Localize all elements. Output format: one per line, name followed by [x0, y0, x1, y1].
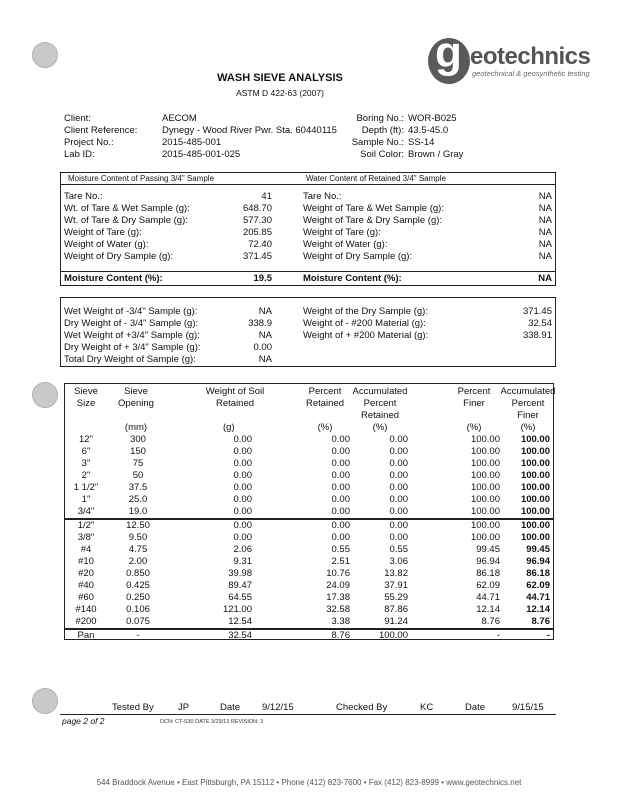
table-row — [64, 568, 554, 580]
moisture-row-label: Weight of Tare (g): — [64, 227, 142, 238]
weight-retained-cell: 0.00 — [233, 520, 252, 531]
sieve-opening-cell: 2.00 — [128, 556, 148, 567]
accumulated-retained-cell: 91.24 — [384, 616, 408, 627]
accumulated-finer-cell: 99.45 — [526, 544, 550, 555]
table-row — [64, 434, 554, 446]
sieve-opening-cell: 4.75 — [128, 544, 148, 555]
accumulated-retained-cell: 87.86 — [384, 604, 408, 615]
weight-retained-cell: 64.55 — [228, 592, 252, 603]
sieve-opening-cell: 300 — [130, 434, 146, 445]
weight-retained-cell: 2.06 — [233, 544, 252, 555]
percent-finer-cell: 100.00 — [470, 434, 500, 445]
moisture-row-value: NA — [538, 239, 552, 250]
footer-address: 544 Braddock Avenue • East Pittsburgh, PA 15112 • Phone (412) 823-7600 • Fax (412) 823-8999 • www.geotechnics.net — [96, 778, 522, 787]
moisture-row-value: NA — [538, 191, 552, 202]
sieve-size-cell: 3/4" — [77, 506, 95, 517]
sieve-size-cell: Pan — [77, 630, 95, 641]
weight-value: NA — [258, 330, 272, 341]
percent-retained-cell: 3.38 — [331, 616, 350, 627]
weight-retained-cell: 0.00 — [233, 482, 252, 493]
percent-finer-cell: 8.76 — [481, 616, 500, 627]
moisture-row-label: Weight of Tare & Dry Sample (g): — [303, 215, 443, 226]
sieve-opening-cell: 9.50 — [128, 532, 148, 543]
accumulated-finer-cell: - — [546, 630, 550, 641]
moisture-passing-header: Moisture Content of Passing 3/4" Sample — [68, 174, 215, 183]
sieve-opening-cell: 12.50 — [126, 520, 150, 531]
punch-hole — [32, 688, 58, 714]
accumulated-finer-cell: 62.09 — [526, 580, 550, 591]
sieve-size-cell: 1/2" — [77, 520, 95, 531]
weight-retained-cell: 0.00 — [233, 494, 252, 505]
weight-retained-cell: 0.00 — [233, 506, 252, 517]
sieve-size-cell: 6" — [81, 446, 91, 457]
header-retained: Weight of Soil — [205, 386, 265, 397]
depth-label: Depth (ft): — [361, 125, 404, 136]
percent-retained-cell: 0.00 — [331, 434, 350, 445]
weight-label: Weight of - #200 Material (g): — [303, 318, 426, 329]
moisture-row-label: Weight of Tare (g): — [303, 227, 381, 238]
sieve-opening-cell: 0.106 — [126, 604, 150, 615]
standard-label: ASTM D 422-63 (2007) — [236, 88, 324, 98]
table-row — [64, 520, 554, 532]
weight-retained-cell: 0.00 — [233, 446, 252, 457]
percent-retained-cell: 0.55 — [331, 544, 350, 555]
moisture-row-label: Tare No.: — [64, 191, 103, 202]
accumulated-retained-cell: 0.00 — [389, 434, 408, 445]
percent-finer-cell: 86.18 — [476, 568, 500, 579]
header-accumulated-finer: (%) — [520, 422, 536, 433]
table-row — [64, 592, 554, 604]
moisture-row-value: NA — [538, 251, 552, 262]
project-value: 2015-485-001 — [162, 137, 222, 148]
accumulated-finer-cell: 100.00 — [520, 494, 550, 505]
sieve-opening-cell: - — [136, 630, 140, 641]
weight-retained-cell: 0.00 — [233, 470, 252, 481]
accumulated-finer-cell: 100.00 — [520, 458, 550, 469]
weight-label: Weight of the Dry Sample (g): — [303, 306, 428, 317]
percent-retained-cell: 0.00 — [331, 458, 350, 469]
soil-color-value: Brown / Gray — [408, 149, 464, 160]
lab-id-value: 2015-485-001-025 — [162, 149, 241, 160]
weight-value: 338.9 — [248, 318, 272, 329]
accumulated-retained-cell: 0.00 — [389, 532, 408, 543]
moisture-row-label: Weight of Water (g): — [303, 239, 388, 250]
header-accumulated-retained: Accumulated — [352, 386, 408, 397]
weight-value: 371.45 — [522, 306, 552, 317]
weight-label: Dry Weight of - 3/4" Sample (g): — [64, 318, 199, 329]
moisture-row-value: NA — [538, 227, 552, 238]
client-reference-value: Dynegy - Wood River Pwr. Sta. 60440115 — [162, 125, 337, 136]
table-row — [64, 556, 554, 568]
weight-retained-cell: 121.00 — [222, 604, 252, 615]
weight-retained-cell: 0.00 — [233, 434, 252, 445]
sieve-size-cell: #10 — [78, 556, 94, 567]
moisture-content-label: Moisture Content (%): — [64, 273, 163, 284]
percent-finer-cell: 100.00 — [470, 532, 500, 543]
header-accumulated-retained: (%) — [372, 422, 388, 433]
page-number: page 2 of 2 — [62, 716, 105, 726]
logo-tagline: geotechnical & geosynthetic testing — [472, 69, 590, 78]
sieve-table-body — [64, 0, 554, 800]
accumulated-retained-cell: 13.82 — [384, 568, 408, 579]
percent-retained-cell: 0.00 — [331, 506, 350, 517]
moisture-row-label: Weight of Tare & Wet Sample (g): — [303, 203, 444, 214]
moisture-row-label: Wt. of Tare & Dry Sample (g): — [64, 215, 188, 226]
header-percent-retained: Retained — [305, 398, 345, 409]
percent-finer-cell: 100.00 — [470, 506, 500, 517]
accumulated-retained-cell: 100.00 — [378, 630, 408, 641]
header-size: Size — [76, 398, 96, 409]
moisture-row-label: Wt. of Tare & Wet Sample (g): — [64, 203, 190, 214]
sieve-opening-cell: 37.5 — [128, 482, 148, 493]
sieve-opening-cell: 150 — [130, 446, 146, 457]
percent-finer-cell: 100.00 — [470, 494, 500, 505]
table-row — [64, 604, 554, 616]
percent-retained-cell: 0.00 — [331, 446, 350, 457]
accumulated-retained-cell: 0.55 — [389, 544, 408, 555]
moisture-row-label: Weight of Dry Sample (g): — [64, 251, 174, 262]
moisture-row-value: 371.45 — [242, 251, 272, 262]
moisture-row-value: 577.30 — [242, 215, 272, 226]
table-row — [64, 580, 554, 592]
accumulated-finer-cell: 8.76 — [531, 616, 550, 627]
percent-retained-cell: 0.00 — [331, 482, 350, 493]
table-row — [64, 494, 554, 506]
weight-value: NA — [258, 306, 272, 317]
header-accumulated-retained: Percent — [363, 398, 397, 409]
sieve-opening-cell: 75 — [132, 458, 144, 469]
table-row — [64, 544, 554, 556]
checked-by-label: Checked By — [336, 702, 388, 713]
percent-finer-cell: - — [496, 630, 500, 641]
percent-retained-cell: 24.09 — [326, 580, 350, 591]
percent-finer-cell: 100.00 — [470, 446, 500, 457]
page-title: WASH SIEVE ANALYSIS — [217, 72, 343, 84]
weight-value: 338.91 — [522, 330, 552, 341]
sieve-size-cell: 2" — [81, 470, 91, 481]
percent-finer-cell: 100.00 — [470, 458, 500, 469]
tested-by-label: Tested By — [112, 702, 154, 713]
accumulated-finer-cell: 100.00 — [520, 434, 550, 445]
sieve-size-cell: 1" — [81, 494, 91, 505]
sieve-size-cell: 3/8" — [77, 532, 95, 543]
sample-value: SS-14 — [408, 137, 435, 148]
accumulated-finer-cell: 44.71 — [526, 592, 550, 603]
punch-hole — [32, 382, 58, 408]
punch-hole — [32, 42, 58, 68]
percent-finer-cell: 100.00 — [470, 482, 500, 493]
weight-retained-cell: 9.31 — [233, 556, 252, 567]
header-percent-finer: Percent — [457, 386, 491, 397]
document-control: DCN: CT-S30 DATE 3/29/13 REVISION: 3 — [160, 719, 264, 725]
percent-retained-cell: 0.00 — [331, 470, 350, 481]
header-retained: (g) — [223, 422, 235, 433]
weight-value: 32.54 — [528, 318, 552, 329]
sieve-opening-cell: 0.425 — [126, 580, 150, 591]
accumulated-finer-cell: 100.00 — [520, 520, 550, 531]
header-percent-retained: (%) — [317, 422, 333, 433]
percent-retained-cell: 8.76 — [331, 630, 350, 641]
weight-retained-cell: 89.47 — [228, 580, 252, 591]
soil-color-label: Soil Color: — [360, 149, 404, 160]
moisture-row-label: Tare No.: — [303, 191, 342, 202]
percent-finer-cell: 96.94 — [476, 556, 500, 567]
weight-retained-cell: 0.00 — [233, 532, 252, 543]
accumulated-retained-cell: 55.29 — [384, 592, 408, 603]
percent-finer-cell: 12.14 — [476, 604, 500, 615]
percent-retained-cell: 17.38 — [326, 592, 350, 603]
divider — [60, 714, 556, 715]
accumulated-retained-cell: 37.91 — [384, 580, 408, 591]
percent-finer-cell: 62.09 — [476, 580, 500, 591]
percent-finer-cell: 100.00 — [470, 470, 500, 481]
client-value: AECOM — [162, 113, 197, 124]
weight-value: 0.00 — [253, 342, 272, 353]
table-row — [64, 470, 554, 482]
header-opening: Sieve — [124, 386, 148, 397]
sieve-opening-cell: 0.850 — [126, 568, 150, 579]
sieve-size-cell: #200 — [75, 616, 97, 627]
sieve-size-cell: #60 — [78, 592, 94, 603]
weight-value: NA — [258, 354, 272, 365]
moisture-row-value: NA — [538, 203, 552, 214]
weight-label: Wet Weight of +3/4" Sample (g): — [64, 330, 200, 341]
percent-retained-cell: 0.00 — [331, 532, 350, 543]
header-opening: Opening — [118, 398, 154, 409]
moisture-row-label: Weight of Dry Sample (g): — [303, 251, 413, 262]
header-accumulated-finer: Finer — [517, 410, 539, 421]
accumulated-finer-cell: 100.00 — [520, 532, 550, 543]
weight-label: Total Dry Weight of Sample (g): — [64, 354, 196, 365]
client-reference-label: Client Reference: — [64, 125, 138, 136]
weight-label: Weight of + #200 Material (g): — [303, 330, 429, 341]
sieve-opening-cell: 19.0 — [128, 506, 148, 517]
weight-label: Wet Weight of -3/4" Sample (g): — [64, 306, 198, 317]
weight-label: Dry Weight of + 3/4" Sample (g): — [64, 342, 201, 353]
sieve-size-cell: 12" — [79, 434, 93, 445]
tested-by-value: JP — [178, 702, 190, 713]
moisture-row-label: Weight of Water (g): — [64, 239, 149, 250]
header-percent-finer: (%) — [466, 422, 482, 433]
accumulated-finer-cell: 12.14 — [526, 604, 550, 615]
sieve-opening-cell: 0.250 — [126, 592, 150, 603]
header-size: Sieve — [74, 386, 98, 397]
moisture-content-retained-label: Moisture Content (%): — [303, 273, 402, 284]
accumulated-retained-cell: 0.00 — [389, 458, 408, 469]
logo-text: eotechnics — [470, 43, 591, 70]
moisture-content-value: 19.5 — [253, 273, 272, 284]
percent-retained-cell: 0.00 — [331, 494, 350, 505]
sieve-opening-cell: 25.0 — [128, 494, 148, 505]
sieve-size-cell: #40 — [78, 580, 94, 591]
sieve-opening-cell: 50 — [132, 470, 144, 481]
table-row — [64, 506, 554, 518]
date-label: Date — [465, 702, 486, 713]
header-opening: (mm) — [124, 422, 148, 433]
project-label: Project No.: — [64, 137, 114, 148]
header-percent-finer: Finer — [463, 398, 485, 409]
accumulated-finer-cell: 100.00 — [520, 506, 550, 517]
client-label: Client: — [64, 113, 91, 124]
percent-retained-cell: 2.51 — [331, 556, 350, 567]
weight-retained-cell: 12.54 — [228, 616, 252, 627]
date-value: 9/15/15 — [512, 702, 544, 713]
header-retained: Retained — [215, 398, 255, 409]
weight-retained-cell: 39.98 — [228, 568, 252, 579]
percent-retained-cell: 32.58 — [326, 604, 350, 615]
accumulated-retained-cell: 0.00 — [389, 520, 408, 531]
percent-finer-cell: 99.45 — [476, 544, 500, 555]
moisture-retained-header: Water Content of Retained 3/4" Sample — [306, 174, 446, 183]
percent-finer-cell: 44.71 — [476, 592, 500, 603]
table-row — [64, 482, 554, 494]
depth-value: 43.5-45.0 — [408, 125, 449, 136]
lab-id-label: Lab ID: — [64, 149, 95, 160]
date-label: Date — [220, 702, 241, 713]
date-value: 9/12/15 — [262, 702, 294, 713]
header-accumulated-finer: Percent — [511, 398, 545, 409]
moisture-row-value: 648.70 — [242, 203, 272, 214]
logo-letter: g — [435, 28, 462, 77]
header-accumulated-retained: Retained — [360, 410, 400, 421]
moisture-row-value: 72.40 — [248, 239, 272, 250]
sieve-size-cell: #4 — [80, 544, 92, 555]
weight-retained-cell: 0.00 — [233, 458, 252, 469]
header-percent-retained: Percent — [308, 386, 342, 397]
table-row — [64, 616, 554, 628]
moisture-row-value: 41 — [261, 191, 272, 202]
percent-retained-cell: 10.76 — [326, 568, 350, 579]
moisture-row-value: 205.85 — [242, 227, 272, 238]
accumulated-finer-cell: 100.00 — [520, 446, 550, 457]
weight-retained-cell: 32.54 — [228, 630, 252, 641]
accumulated-retained-cell: 3.06 — [389, 556, 408, 567]
header-accumulated-finer: Accumulated — [500, 386, 556, 397]
table-row — [64, 458, 554, 470]
table-row — [64, 532, 554, 544]
sieve-size-cell: #20 — [78, 568, 94, 579]
boring-value: WOR-B025 — [408, 113, 457, 124]
sieve-size-cell: #140 — [75, 604, 97, 615]
accumulated-finer-cell: 100.00 — [520, 470, 550, 481]
sample-label: Sample No.: — [351, 137, 404, 148]
boring-label: Boring No.: — [356, 113, 404, 124]
moisture-row-value: NA — [538, 215, 552, 226]
sieve-size-cell: 3" — [81, 458, 91, 469]
accumulated-retained-cell: 0.00 — [389, 446, 408, 457]
accumulated-retained-cell: 0.00 — [389, 482, 408, 493]
accumulated-finer-cell: 86.18 — [526, 568, 550, 579]
sieve-opening-cell: 0.075 — [126, 616, 150, 627]
accumulated-retained-cell: 0.00 — [389, 506, 408, 517]
accumulated-finer-cell: 100.00 — [520, 482, 550, 493]
accumulated-retained-cell: 0.00 — [389, 494, 408, 505]
moisture-content-retained-value: NA — [538, 273, 552, 284]
accumulated-finer-cell: 96.94 — [526, 556, 550, 567]
table-row — [64, 446, 554, 458]
accumulated-retained-cell: 0.00 — [389, 470, 408, 481]
percent-finer-cell: 100.00 — [470, 520, 500, 531]
checked-by-value: KC — [420, 702, 434, 713]
table-row-pan — [64, 630, 554, 642]
percent-retained-cell: 0.00 — [331, 520, 350, 531]
sieve-size-cell: 1 1/2" — [73, 482, 99, 493]
